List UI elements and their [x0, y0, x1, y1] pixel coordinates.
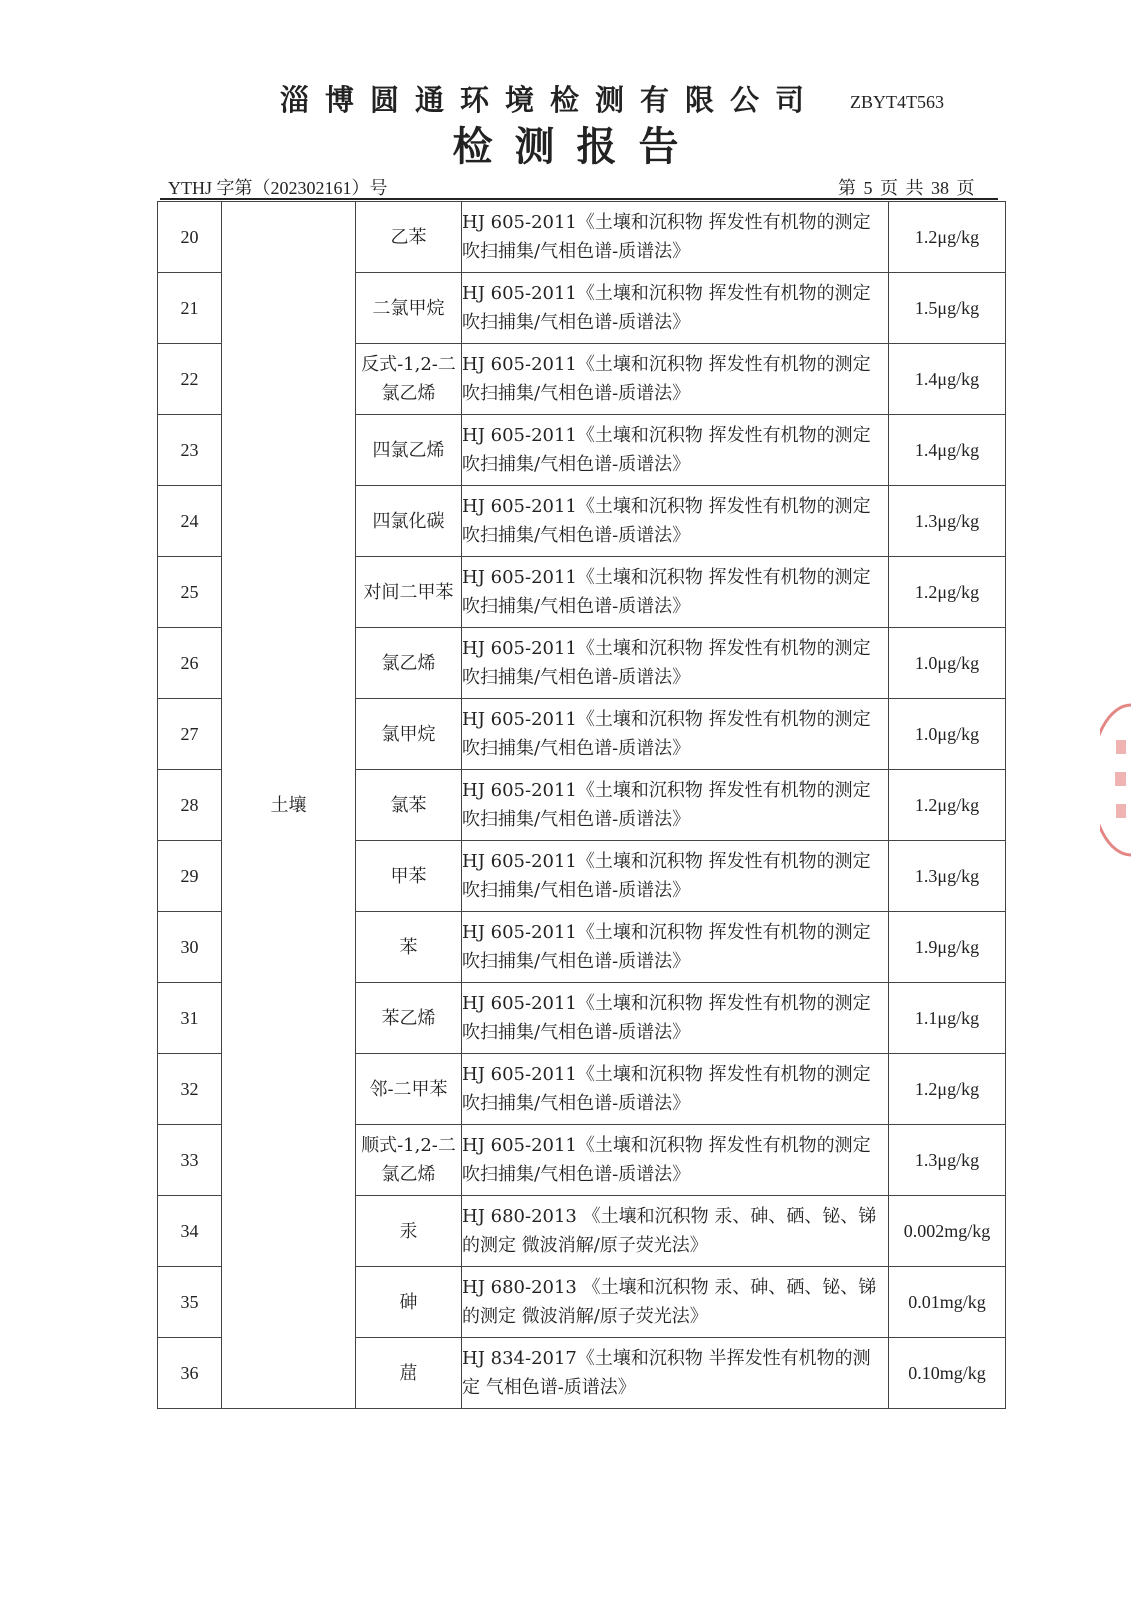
header-divider	[160, 198, 998, 200]
detection-limit: 1.0μg/kg	[889, 628, 1006, 699]
test-item: 四氯乙烯	[356, 415, 462, 486]
test-item: 氯苯	[356, 770, 462, 841]
detection-limit: 1.5μg/kg	[889, 273, 1006, 344]
test-method: HJ 605-2011《土壤和沉积物 挥发性有机物的测定 吹扫捕集/气相色谱-质谱法》	[462, 912, 889, 983]
detection-limit: 1.2μg/kg	[889, 557, 1006, 628]
page-indicator: 第 5 页 共 38 页	[838, 178, 975, 198]
test-method: HJ 834-2017《土壤和沉积物 半挥发性有机物的测定 气相色谱-质谱法》	[462, 1338, 889, 1409]
row-number: 34	[158, 1196, 222, 1267]
row-number: 27	[158, 699, 222, 770]
row-number: 22	[158, 344, 222, 415]
test-method: HJ 680-2013 《土壤和沉积物 汞、砷、硒、铋、锑的测定 微波消解/原子荧光法》	[462, 1267, 889, 1338]
test-method: HJ 605-2011《土壤和沉积物 挥发性有机物的测定 吹扫捕集/气相色谱-质谱法》	[462, 557, 889, 628]
detection-limit: 1.2μg/kg	[889, 1054, 1006, 1125]
detection-limit: 0.10mg/kg	[889, 1338, 1006, 1409]
detection-limit: 1.2μg/kg	[889, 770, 1006, 841]
test-method: HJ 605-2011《土壤和沉积物 挥发性有机物的测定 吹扫捕集/气相色谱-质谱法》	[462, 202, 889, 273]
detection-limit: 1.0μg/kg	[889, 699, 1006, 770]
test-method: HJ 605-2011《土壤和沉积物 挥发性有机物的测定 吹扫捕集/气相色谱-质谱法》	[462, 273, 889, 344]
test-item: 对间二甲苯	[356, 557, 462, 628]
test-method: HJ 605-2011《土壤和沉积物 挥发性有机物的测定 吹扫捕集/气相色谱-质谱法》	[462, 628, 889, 699]
test-item: 苯	[356, 912, 462, 983]
test-method: HJ 605-2011《土壤和沉积物 挥发性有机物的测定 吹扫捕集/气相色谱-质谱法》	[462, 983, 889, 1054]
row-number: 20	[158, 202, 222, 273]
test-item: 二氯甲烷	[356, 273, 462, 344]
row-number: 25	[158, 557, 222, 628]
test-item: 氯乙烯	[356, 628, 462, 699]
detection-limit: 1.3μg/kg	[889, 486, 1006, 557]
detection-limit: 1.2μg/kg	[889, 202, 1006, 273]
sample-matrix: 土壤	[222, 202, 356, 1409]
row-number: 32	[158, 1054, 222, 1125]
detection-limit: 0.002mg/kg	[889, 1196, 1006, 1267]
test-item: 甲苯	[356, 841, 462, 912]
row-number: 36	[158, 1338, 222, 1409]
row-number: 21	[158, 273, 222, 344]
test-items-table	[157, 201, 1006, 1409]
test-item: 乙苯	[356, 202, 462, 273]
detection-limit: 0.01mg/kg	[889, 1267, 1006, 1338]
document-number: YTHJ 字第（202302161）号	[168, 178, 388, 198]
detection-limit: 1.3μg/kg	[889, 841, 1006, 912]
table-body	[158, 202, 1006, 1409]
test-item: 砷	[356, 1267, 462, 1338]
test-item: 汞	[356, 1196, 462, 1267]
test-method: HJ 605-2011《土壤和沉积物 挥发性有机物的测定 吹扫捕集/气相色谱-质谱法》	[462, 841, 889, 912]
test-item: 邻-二甲苯	[356, 1054, 462, 1125]
test-item: 反式-1,2-二氯乙烯	[356, 344, 462, 415]
test-item: 四氯化碳	[356, 486, 462, 557]
detection-limit: 1.9μg/kg	[889, 912, 1006, 983]
test-item: 苯乙烯	[356, 983, 462, 1054]
row-number: 35	[158, 1267, 222, 1338]
row-number: 28	[158, 770, 222, 841]
row-number: 33	[158, 1125, 222, 1196]
stamp-seal-edge	[1100, 700, 1131, 860]
row-number: 23	[158, 415, 222, 486]
row-number: 24	[158, 486, 222, 557]
report-title: 检测报告	[452, 123, 701, 170]
detection-limit: 1.3μg/kg	[889, 1125, 1006, 1196]
test-method: HJ 605-2011《土壤和沉积物 挥发性有机物的测定 吹扫捕集/气相色谱-质谱法》	[462, 486, 889, 557]
report-code: ZBYT4T563	[850, 92, 944, 112]
company-name: 淄博圆通环境检测有限公司	[279, 83, 820, 117]
test-method: HJ 605-2011《土壤和沉积物 挥发性有机物的测定 吹扫捕集/气相色谱-质谱法》	[462, 1054, 889, 1125]
test-item: 顺式-1,2-二氯乙烯	[356, 1125, 462, 1196]
row-number: 31	[158, 983, 222, 1054]
test-method: HJ 605-2011《土壤和沉积物 挥发性有机物的测定 吹扫捕集/气相色谱-质谱法》	[462, 770, 889, 841]
test-method: HJ 605-2011《土壤和沉积物 挥发性有机物的测定 吹扫捕集/气相色谱-质谱法》	[462, 415, 889, 486]
test-method: HJ 605-2011《土壤和沉积物 挥发性有机物的测定 吹扫捕集/气相色谱-质谱法》	[462, 1125, 889, 1196]
row-number: 26	[158, 628, 222, 699]
detection-limit: 1.1μg/kg	[889, 983, 1006, 1054]
test-method: HJ 605-2011《土壤和沉积物 挥发性有机物的测定 吹扫捕集/气相色谱-质谱法》	[462, 699, 889, 770]
test-method: HJ 605-2011《土壤和沉积物 挥发性有机物的测定 吹扫捕集/气相色谱-质谱法》	[462, 344, 889, 415]
test-item: 䓛	[356, 1338, 462, 1409]
table-row	[158, 202, 1006, 273]
row-number: 30	[158, 912, 222, 983]
test-item: 氯甲烷	[356, 699, 462, 770]
row-number: 29	[158, 841, 222, 912]
detection-limit: 1.4μg/kg	[889, 344, 1006, 415]
detection-limit: 1.4μg/kg	[889, 415, 1006, 486]
test-method: HJ 680-2013 《土壤和沉积物 汞、砷、硒、铋、锑的测定 微波消解/原子荧光法》	[462, 1196, 889, 1267]
